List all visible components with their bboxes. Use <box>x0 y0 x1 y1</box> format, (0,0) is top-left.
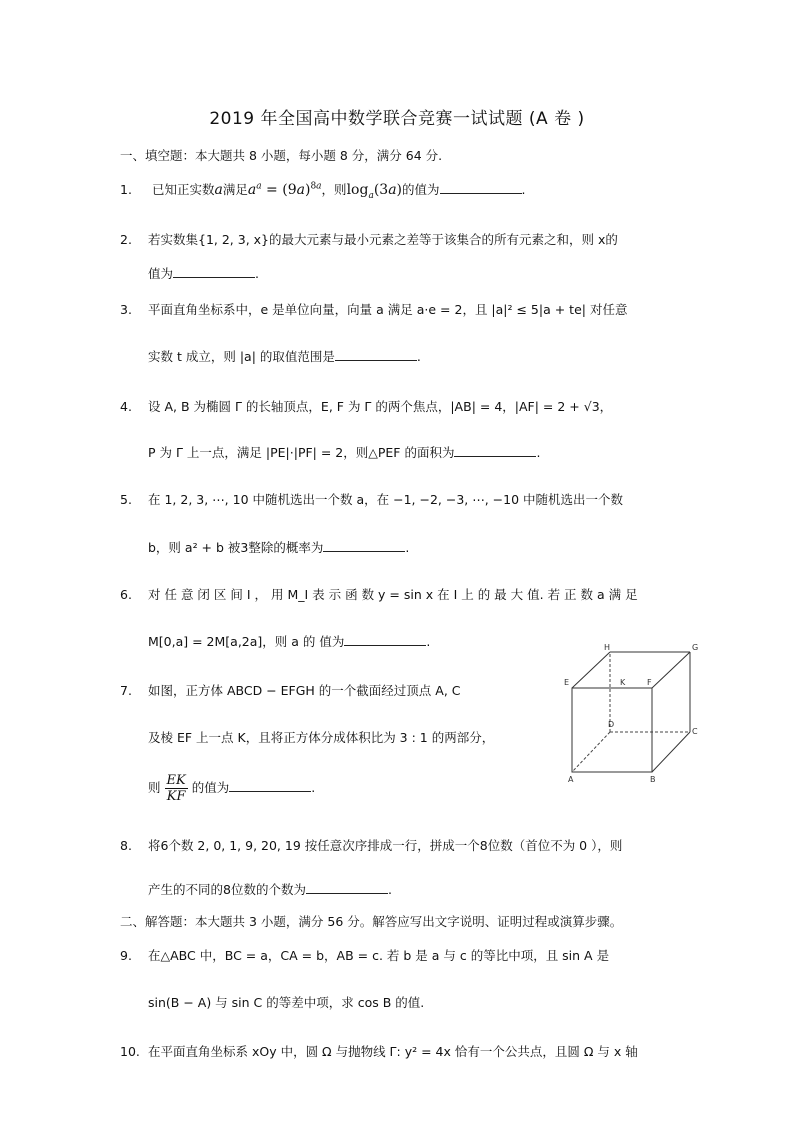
section-1-heading: 一、填空题：本大题共 8 小题，每小题 8 分，满分 64 分. <box>120 148 443 163</box>
question-7-line-3: 则 $\frac{EK}{KF}$ 的值为 . <box>148 773 316 804</box>
answer-blank[interactable] <box>306 881 388 894</box>
vertex-label-b: B <box>650 775 656 784</box>
vertex-label-h: H <box>604 643 611 652</box>
section-2-heading: 二、解答题：本大题共 3 小题，满分 56 分。解答应写出文字说明、证明过程或演算步骤。 <box>120 914 623 929</box>
vertex-label-f: F <box>647 678 652 687</box>
question-5-line-2: b，则 a² + b 被3整除的概率为 . <box>148 540 410 555</box>
question-10: 10. 在平面直角坐标系 xOy 中，圆 Ω 与抛物线 Γ: y² = 4x 恰有一个公共点，且圆 Ω 与 x 轴 <box>120 1044 638 1059</box>
vertex-label-k: K <box>620 678 626 687</box>
answer-blank[interactable] <box>440 181 522 194</box>
question-9-line-2: sin(B − A) 与 sin C 的等差中项，求 cos B 的值. <box>148 995 425 1010</box>
answer-blank[interactable] <box>173 265 255 278</box>
question-7: 7. 如图，正方体 ABCD − EFGH 的一个截面经过顶点 A, C <box>120 683 461 698</box>
question-7-line-2: 及棱 EF 上一点 K，且将正方体分成体积比为 3 : 1 的两部分， <box>148 730 495 745</box>
answer-blank[interactable] <box>229 779 311 792</box>
question-3-line-2: 实数 t 成立，则 |a| 的取值范围是 . <box>148 349 421 364</box>
question-8: 8. 将6个数 2, 0, 1, 9, 20, 19 按任意次序排成一行，拼成一个8位数（首位不为 0 ），则 <box>120 838 623 853</box>
question-2: 2. 若实数集{1, 2, 3, x}的最大元素与最小元素之差等于该集合的所有元素之和，则 x的 <box>120 232 618 247</box>
answer-blank[interactable] <box>335 348 417 361</box>
question-1: 1. 已知正实数a满足$a^a = (9a)^{8a}$，则$\log_a(3a)$的值为 . <box>120 181 526 201</box>
vertex-label-d: D <box>608 720 615 729</box>
cube-figure <box>560 640 710 790</box>
fraction-ek-kf: $\frac{EK}{KF}$ <box>166 773 186 804</box>
page-title: 2019 年全国高中数学联合竞赛一试试题 (A 卷 ) <box>209 109 585 129</box>
vertex-label-c: C <box>692 727 698 736</box>
question-6: 6. 对 任 意 闭 区 间 I ， 用 M_I 表 示 函 数 y = sin x 在 I 上 的 最 大 值. 若 正 数 a 满 足 <box>120 587 638 602</box>
question-6-line-2: M[0,a] = 2M[a,2a]，则 a 的 值为 . <box>148 634 431 649</box>
answer-blank[interactable] <box>344 633 426 646</box>
question-9: 9. 在△ABC 中，BC = a，CA = b，AB = c. 若 b 是 a 与 c 的等比中项，且 sin A 是 <box>120 948 610 963</box>
question-2-line-2: 值为 . <box>148 266 259 281</box>
question-4: 4. 设 A, B 为椭圆 Γ 的长轴顶点，E, F 为 Γ 的两个焦点，|AB| = 4，|AF| = 2 + √3， <box>120 399 613 414</box>
vertex-label-a: A <box>568 775 574 784</box>
question-8-line-2: 产生的不同的8位数的个数为 . <box>148 882 392 897</box>
question-number: 1. <box>120 182 132 197</box>
question-4-line-2: P 为 Γ 上一点，满足 |PE|·|PF| = 2，则△PEF 的面积为 . <box>148 445 541 460</box>
vertex-label-e: E <box>564 678 570 687</box>
vertex-label-g: G <box>692 643 699 652</box>
answer-blank[interactable] <box>454 444 536 457</box>
question-5: 5. 在 1, 2, 3, ⋯, 10 中随机选出一个数 a，在 −1, −2, −3, ⋯, −10 中随机选出一个数 <box>120 492 624 507</box>
question-3: 3. 平面直角坐标系中，e 是单位向量，向量 a 满足 a·e = 2，且 |a|² ≤ 5|a + te| 对任意 <box>120 302 628 317</box>
answer-blank[interactable] <box>323 539 405 552</box>
